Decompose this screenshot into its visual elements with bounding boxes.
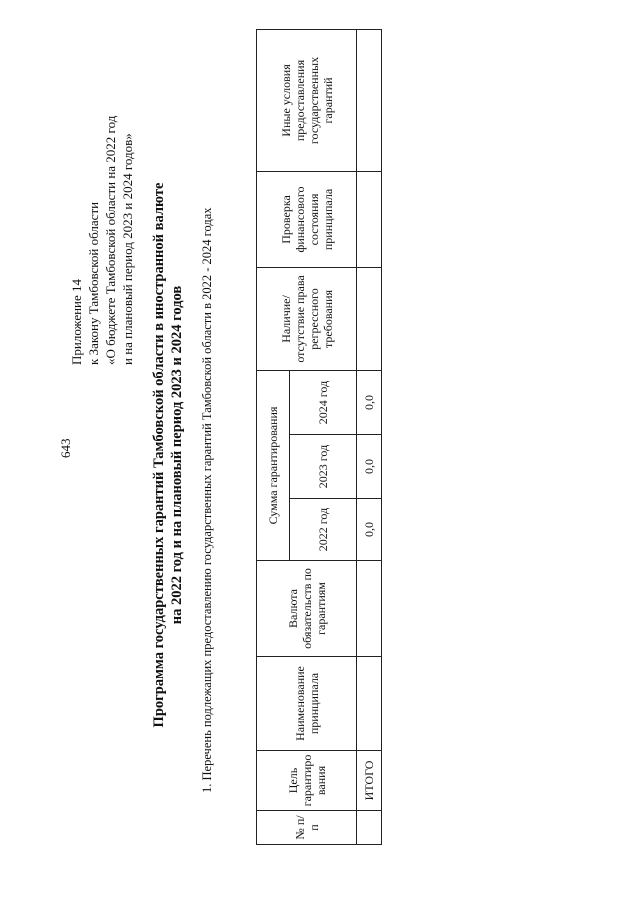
- appendix-line-3: «О бюджете Тамбовской области на 2022 год: [103, 115, 118, 365]
- appendix-line-2: к Закону Тамбовской области: [86, 201, 101, 365]
- appendix-line-4: и на плановый период 2023 и 2024 годов»: [120, 133, 135, 365]
- cell-num: [357, 811, 382, 845]
- header-2024: 2024 год: [290, 370, 357, 434]
- cell-2024: 0,0: [357, 370, 382, 434]
- header-purpose: Цель гарантиро вания: [257, 751, 357, 811]
- title-line-1: Программа государственных гарантий Тамбовской области в иностранной валюте: [151, 182, 167, 728]
- cell-2022: 0,0: [357, 499, 382, 561]
- guarantees-table: [256, 29, 382, 845]
- table-header-row-1: [257, 29, 290, 844]
- appendix-line-1: Приложение 14: [69, 278, 84, 365]
- header-check: Проверка финансового состояния принципала: [257, 171, 357, 267]
- cell-total-label: ИТОГО: [357, 751, 382, 811]
- document-title: [150, 145, 186, 765]
- header-2022: 2022 год: [290, 499, 357, 561]
- header-sum-group: Сумма гарантирования: [257, 370, 290, 560]
- header-recourse: Наличие/ отсутствие права регрессного требования: [257, 267, 357, 370]
- title-line-2: на 2022 год и на плановый период 2023 и 2024 годов: [169, 285, 185, 625]
- header-num: № п/п: [257, 811, 357, 845]
- header-currency: Валюта обязательств по гарантиям: [257, 561, 357, 657]
- cell-2023: 0,0: [357, 435, 382, 499]
- cell-principal: [357, 657, 382, 751]
- header-2023: 2023 год: [290, 435, 357, 499]
- section-heading: 1. Перечень подлежащих предоставлению государственных гарантий Тамбовской области в 2022 - 2024 годах: [200, 207, 214, 793]
- page-number: 643: [58, 438, 73, 458]
- cell-currency: [357, 561, 382, 657]
- header-principal: Наименование принципала: [257, 657, 357, 751]
- cell-recourse: [357, 267, 382, 370]
- appendix-block: [68, 116, 136, 365]
- cell-check: [357, 171, 382, 267]
- header-other: Иные условия предоставления государственных гарантий: [257, 29, 357, 171]
- cell-other: [357, 29, 382, 171]
- table-row-total: [357, 29, 382, 844]
